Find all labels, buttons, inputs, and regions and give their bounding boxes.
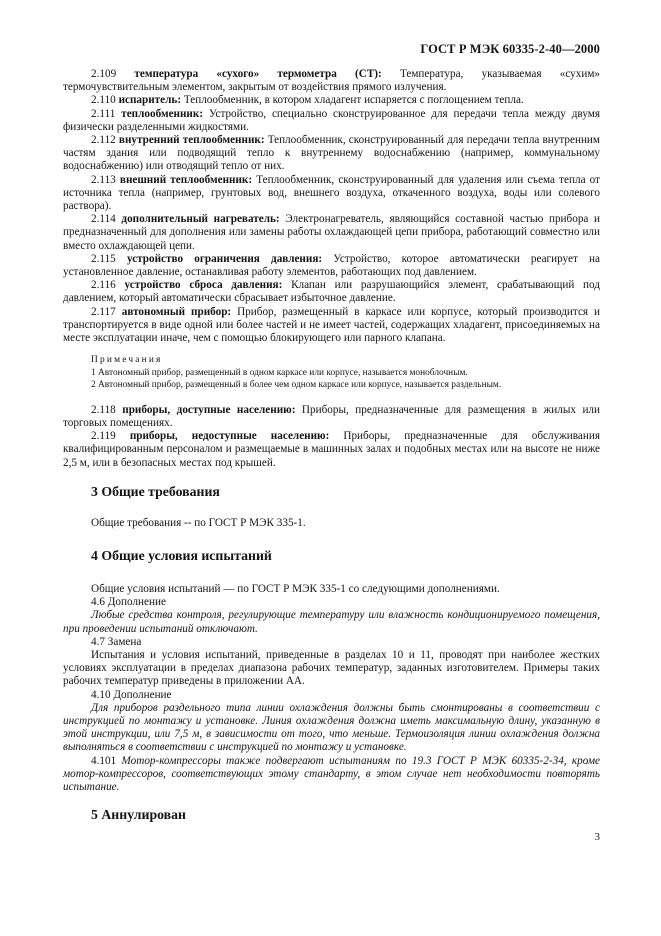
definition-2-112 xyxy=(63,134,600,174)
definition-text: Приборы, предназначенные для размещения в жилых или торговых помещениях. xyxy=(63,403,600,429)
definition-2-116 xyxy=(63,279,600,305)
defined-term: приборы, доступные населению: xyxy=(122,403,296,416)
definition-2-110 xyxy=(63,94,600,107)
clause-number: 2.116 xyxy=(91,279,116,292)
clause-number: 2.113 xyxy=(91,173,116,186)
clause-4-101-text: Мотор-компрессоры также подвергают испытаниям по 19.3 ГОСТ Р МЭК 60335-2-34, кроме мотор-компрессоров, соответствующих этому стандарту, в этом случае нет необходимости повторять испытание. xyxy=(63,754,601,794)
page-number: 3 xyxy=(594,831,600,843)
definition-2-113 xyxy=(63,174,600,214)
clause-number: 2.114 xyxy=(91,213,116,226)
section-4-heading: 4 Общие условия испытаний xyxy=(91,548,272,563)
clause-number: 2.119 xyxy=(91,430,116,443)
definition-2-109 xyxy=(63,68,600,94)
definition-text: Устройство, специально сконструированное для передачи тепла между двумя физически разделенными жидкостями. xyxy=(63,107,600,133)
document-header: ГОСТ Р МЭК 60335-2-40—2000 xyxy=(420,42,600,56)
defined-term: устройство ограничения давления: xyxy=(126,252,323,265)
definition-text: Прибор, размещенный в каркасе или корпусе, который производится и транспортируется в виде одной или более частей и не имеет частей, содержащих хладагент, присоединяемых на месте эксплуатации иначе, чем с помощью блокирующего или парного клапана. xyxy=(63,305,600,345)
definition-text: Теплообменник, сконструированный для передачи тепла внутренним частям здания или подводящий тепло к внутреннему водоснабжению (например, коммунальному водоснабжению) или отводящий тепло от них. xyxy=(63,134,600,173)
section-3-body xyxy=(63,517,600,530)
definition-text: Клапан или разрушающийся элемент, срабатывающий под давлением, который автоматически сбрасывает избыточное давление. xyxy=(63,279,601,305)
definition-text: Теплообменник, в котором хладагент испаряется с поглощением тепла. xyxy=(181,94,524,107)
definition-2-115 xyxy=(63,253,600,279)
clause-number: 2.117 xyxy=(91,305,116,318)
defined-term: автономный прибор: xyxy=(121,305,232,318)
definition-text: Устройство, которое автоматически реагирует на установленное давление, останавливая работу элементов, работающих под давлением. xyxy=(63,252,600,279)
definitions-block xyxy=(63,68,600,470)
clause-number: 2.109 xyxy=(91,68,117,80)
defined-term: теплообменник: xyxy=(121,107,204,120)
notes-block xyxy=(63,354,600,392)
section-4-intro: Общие условия испытаний — по ГОСТ Р МЭК 335-1 со следующими дополнениями. xyxy=(91,583,500,595)
note-item: 1 Автономный прибор, размещенный в одном каркасе или корпусе, называется моноблочным. xyxy=(91,367,468,378)
clause-4-10-label: 4.10 Дополнение xyxy=(91,688,172,701)
clause-number: 2.118 xyxy=(91,403,116,416)
definition-text: Приборы, предназначенные для обслуживания квалифицированным персоналом и размещаемые в машинных залах и подобных местах или на высоте не ниже 2,5 м, или в безопасных местах под крышей. xyxy=(63,430,600,469)
section-3-heading: 3 Общие требования xyxy=(91,484,220,499)
section-5-heading: 5 Аннулирован xyxy=(91,807,186,822)
clause-number: 2.111 xyxy=(91,107,116,120)
clause-number: 2.112 xyxy=(91,134,116,147)
defined-term: приборы, недоступные населению: xyxy=(129,430,330,443)
defined-term: устройство сброса давления: xyxy=(124,279,283,292)
defined-term: дополнительный нагреватель: xyxy=(121,213,280,226)
clause-number: 2.110 xyxy=(91,94,116,107)
section-3-text: Общие требования -- по ГОСТ Р МЭК 335-1. xyxy=(91,517,306,529)
clause-4-101 xyxy=(63,755,600,795)
definition-2-119 xyxy=(63,430,600,470)
defined-term: внешний теплообменник: xyxy=(119,173,253,186)
note-item: 2 Автономный прибор, размещенный в более чем одном каркасе или корпусе, называется раздельным. xyxy=(91,380,502,391)
definition-text: Температура, указываемая «сухим» термочувствительным элементом, закрытым от воздействия прямого излучения. xyxy=(63,68,600,94)
defined-term: испаритель: xyxy=(118,94,182,107)
clause-4-6-text: Любые средства контроля, регулирующие температуру или влажность кондиционируемого помещения, при проведении испытаний отключают. xyxy=(63,609,600,635)
definition-2-117 xyxy=(63,306,600,346)
clause-number: 2.115 xyxy=(91,252,116,265)
clause-number: 4.101 xyxy=(91,754,117,767)
clause-4-7-label: 4.7 Замена xyxy=(91,635,142,648)
defined-term: температура «сухого» термометра (СТ): xyxy=(134,68,382,80)
definition-2-118 xyxy=(63,404,600,430)
definition-text: Электронагреватель, являющийся составной частью прибора и предназначенный для дополнения или замены работы охлаждающей цепи прибора, работающий совместно или вместо охлаждающей цепи. xyxy=(63,213,600,252)
definition-text: Теплообменник, сконструированный для удаления или съема тепла от источника тепла (например, грунтовых вод, внешнего воздуха, откаченного воздуха, воды или солевого раствора). xyxy=(63,173,600,213)
notes-title: Примечания xyxy=(91,355,163,366)
clause-4-10-text: Для приборов раздельного типа линии охлаждения должны быть смонтированы в соответствии с инструкцией по монтажу и установке. Линия охлаждения должна иметь максимальную длину, указанную в этой инструкции, или 7,5 м, в зависимости от того, что меньше. Термоизоляция линии охлаждения должна выполняться в соответствии с инструкцией по монтажу и установке. xyxy=(63,701,600,754)
clause-4-7-text: Испытания и условия испытаний, приведенные в разделах 10 и 11, проводят при наиболее жестких условиях эксплуатации в пределах диапазона рабочих температур, заданных изготовителем. Примеры таких рабочих температур приведены в приложении АА. xyxy=(63,649,600,688)
defined-term: внутренний теплообменник: xyxy=(118,134,265,147)
section-4-body xyxy=(63,583,600,794)
clause-4-6-label: 4.6 Дополнение xyxy=(91,596,166,609)
definition-2-111 xyxy=(63,108,600,134)
definition-2-114 xyxy=(63,213,600,253)
